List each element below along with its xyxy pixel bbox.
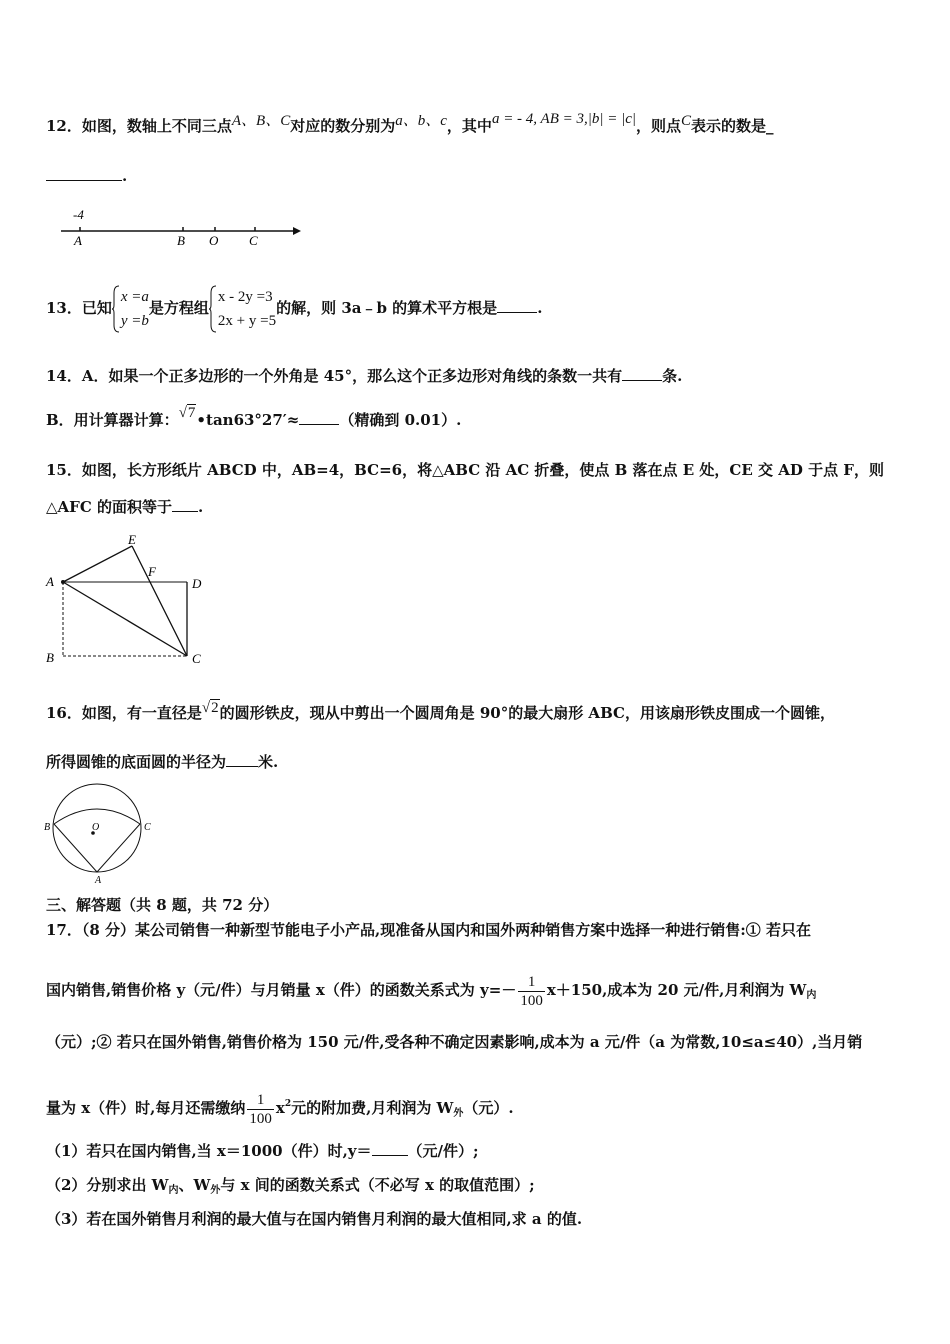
- q12-point-c: C: [681, 113, 692, 129]
- q13-end: .: [537, 299, 543, 317]
- q14b-text-1: B．用计算器计算：: [46, 411, 179, 429]
- q12-text-5: 表示的数是_: [691, 117, 774, 135]
- q17-fraction-2: [247, 1091, 274, 1128]
- q15-line-2: [46, 497, 920, 517]
- q15-answer-blank[interactable]: [172, 497, 198, 512]
- q16-text-3: 所得圆锥的底面圆的半径为: [46, 753, 227, 771]
- q17-text-4d: （元）.: [463, 1099, 514, 1117]
- number-line-arrow: [293, 227, 301, 235]
- sector-edge-ac: [97, 824, 140, 872]
- q14a-end: 条.: [662, 367, 683, 385]
- q14b-sqrt: √7: [178, 405, 196, 421]
- label-neg4: -4: [73, 207, 84, 222]
- q13-eq-2: 2x + y =5: [217, 313, 277, 329]
- q14b-answer-blank[interactable]: [299, 410, 339, 425]
- q17-line-1: 17．（8 分）某公司销售一种新型节能电子小产品,现准备从国内和国外两种销售方案中选择一种进行销售:① 若只在: [46, 921, 812, 939]
- q13-eq-1: x - 2y =3: [217, 289, 273, 305]
- q12-end: .: [122, 167, 128, 185]
- q14a-text: 14．A．如果一个正多边形的一个外角是 45°，那么这个正多边形对角线的条数一共有: [46, 367, 623, 385]
- q14b-text-2: •tan63°27′≈: [196, 411, 300, 429]
- q17-frac1-num: 1: [518, 973, 545, 992]
- q14a-line: [46, 366, 920, 386]
- label-c: C: [249, 233, 258, 248]
- q17-sub2-out: 外: [210, 1185, 221, 1196]
- label-f: F: [148, 564, 156, 579]
- q17-fraction-1: [518, 973, 545, 1010]
- q17-text-4a: 量为 x（件）时,每月还需缴纳: [46, 1099, 246, 1117]
- q17-frac2-den: 100: [249, 1110, 272, 1127]
- section-heading: 三、解答题（共 8 题，共 72 分）: [46, 896, 279, 914]
- q13-line: [46, 284, 920, 332]
- q13-brace-1: [112, 285, 120, 333]
- q17-frac2-num: 1: [247, 1091, 274, 1110]
- point-a: [61, 580, 65, 584]
- q17-sub2-text-a: （2）分别求出 W: [46, 1176, 169, 1194]
- q15-line-1: 15．如图，长方形纸片 ABCD 中，AB=4，BC=6，将△ABC 沿 AC 折叠，使点 B 落在点 E 处，CE 交 AD 于点 F，则: [46, 461, 884, 479]
- label-a: A: [46, 574, 54, 589]
- q15-text-2: △AFC 的面积等于: [46, 498, 172, 516]
- q17-sup-2: 2: [284, 1099, 292, 1109]
- q13-solution-system: [112, 285, 149, 333]
- q12-answer-line: [46, 166, 920, 186]
- q16-text-1: 16．如图，有一直径是: [46, 704, 202, 722]
- label-b: B: [44, 822, 51, 833]
- q13-sol-1: x =a: [120, 289, 149, 305]
- q16-answer-blank[interactable]: [226, 752, 258, 767]
- q17-line-4: [46, 1084, 920, 1127]
- q17-text-2b: x＋150,成本为 20 元/件,月利润为 W: [546, 981, 807, 999]
- label-o: O: [92, 822, 100, 833]
- q17-sub1-text-b: （元/件）;: [407, 1142, 479, 1160]
- q17-frac1-den: 100: [520, 992, 543, 1009]
- q14b-radicand: 7: [187, 405, 196, 421]
- q16-text-4: 米.: [258, 753, 279, 771]
- label-b: B: [46, 650, 54, 665]
- q16-line-2: [46, 752, 920, 772]
- q16-text-2: 的圆形铁皮，现从中剪出一个圆周角是 90°的最大扇形 ABC，用该扇形铁皮围成一个圆锥，: [219, 704, 835, 722]
- q16-line-1: [46, 700, 920, 724]
- q12-text-2: 对应的数分别为: [290, 117, 396, 135]
- q17-sub2-text-b: 、W: [178, 1176, 211, 1194]
- q15-end: .: [198, 498, 204, 516]
- label-e: E: [128, 532, 136, 547]
- label-a: A: [74, 233, 82, 248]
- q17-sub-in: 内: [806, 990, 817, 1001]
- q17-sub1-text-a: （1）若只在国内销售,当 x＝1000（件）时,y＝: [46, 1142, 372, 1160]
- q14b-end: （精确到 0.01）.: [339, 411, 462, 429]
- q17-sub-out: 外: [453, 1108, 464, 1119]
- q13-sol-2: y =b: [120, 313, 149, 329]
- q12-text-3: ，其中: [446, 117, 492, 135]
- q17-sub2-line: [46, 1175, 920, 1201]
- label-a: A: [95, 875, 102, 886]
- q13-equation-system: [209, 285, 276, 333]
- number-line-figure: [55, 203, 305, 251]
- q16-radicand: 2: [211, 700, 219, 716]
- q13-text-1: 13．已知: [46, 299, 112, 317]
- q17-sub1-answer-blank[interactable]: [372, 1141, 408, 1156]
- q12-answer-blank[interactable]: [46, 166, 122, 181]
- q17-text-2a: 国内销售,销售价格 y（元/件）与月销量 x（件）的函数关系式为 y=－: [46, 981, 517, 999]
- q17-sub3-line: （3）若在国外销售月利润的最大值与在国内销售月利润的最大值相同,求 a 的值.: [46, 1210, 583, 1228]
- q12-values: a、b、c: [395, 113, 447, 129]
- q13-brace-2: [209, 285, 217, 333]
- label-b: B: [177, 233, 185, 248]
- rectangle-fold-figure: [40, 532, 220, 672]
- q13-answer-blank[interactable]: [497, 298, 537, 313]
- q13-text-2: 是方程组: [148, 299, 209, 317]
- q12-points: A、B、C: [231, 113, 291, 129]
- label-c: C: [144, 822, 151, 833]
- label-d: D: [192, 576, 202, 591]
- q14b-line: [46, 405, 920, 431]
- q17-sub2-text-c: 与 x 间的函数关系式（不必写 x 的取值范围）;: [220, 1176, 535, 1194]
- q12-text-1: 12．如图，数轴上不同三点: [46, 117, 232, 135]
- sector-edge-ab: [54, 822, 100, 872]
- q12-line: [46, 111, 920, 137]
- q17-line-3: （元）;② 若只在国外销售,销售价格为 150 元/件,受各种不确定因素影响,成本为 a 元/件（a 为常数,10≤a≤40）,当月销: [46, 1033, 863, 1051]
- q17-sub1-line: [46, 1141, 920, 1161]
- label-c: C: [192, 651, 201, 666]
- q13-text-3: 的解，则 3a﹣b 的算术平方根是: [276, 299, 498, 317]
- q17-line-2: [46, 970, 920, 1010]
- circle-sector-figure: [40, 780, 170, 886]
- q16-sqrt: √2: [201, 700, 219, 716]
- q14a-answer-blank[interactable]: [622, 366, 662, 381]
- q17-text-4b: x: [275, 1099, 285, 1117]
- q12-condition: a = - 4, AB = 3,|b| = |c|: [491, 111, 637, 127]
- edge-ae: [63, 546, 132, 582]
- q17-text-4c: 元的附加费,月利润为 W: [291, 1099, 454, 1117]
- label-o: O: [209, 233, 219, 248]
- q12-text-4: ，则点: [636, 117, 682, 135]
- q17-sub2-in: 内: [168, 1185, 179, 1196]
